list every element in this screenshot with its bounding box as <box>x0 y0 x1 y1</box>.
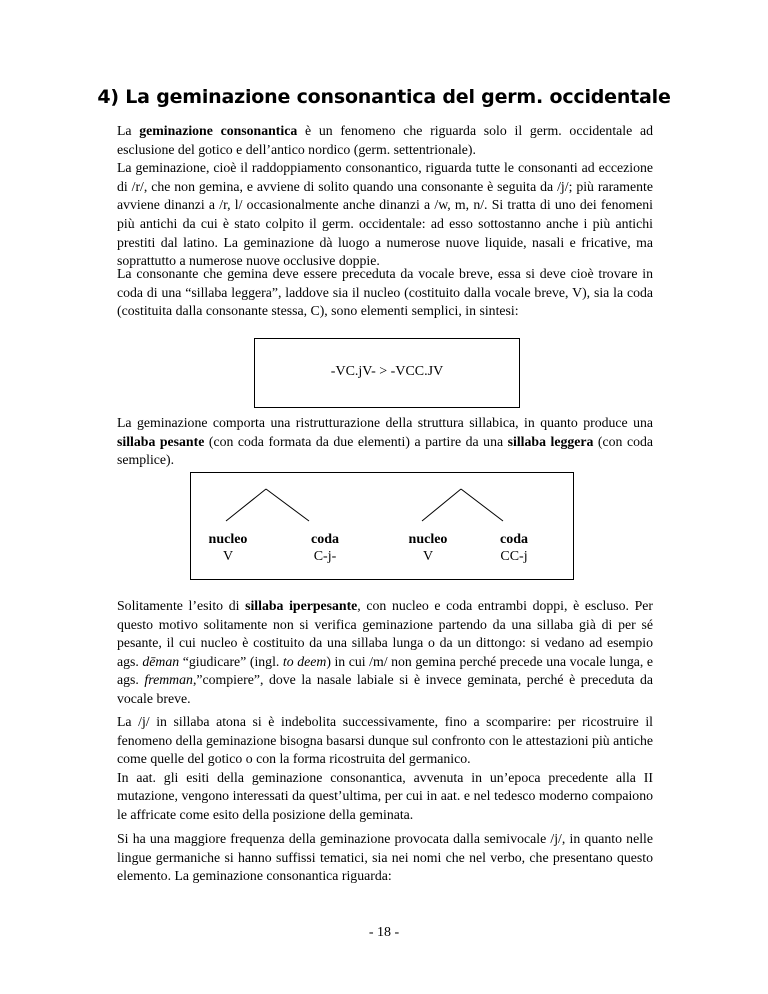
paragraph-1 <box>117 122 653 271</box>
left-nucleo-value: V <box>222 549 234 564</box>
right-nucleo-label: nucleo <box>408 532 448 547</box>
text-run: “giudicare” (ingl. <box>179 653 283 669</box>
bold-term: sillaba pesante <box>117 433 205 449</box>
text-run: La geminazione comporta una ristrutturazione della struttura sillabica, in quanto produce una <box>117 415 653 430</box>
right-coda-node <box>479 531 549 565</box>
right-tree-branch-coda <box>461 489 503 521</box>
paragraph-5 <box>117 713 653 825</box>
left-coda-node <box>290 531 360 565</box>
left-coda-label: coda <box>311 532 339 547</box>
italic-term: fremman <box>144 672 193 688</box>
page-number: - 18 - <box>368 925 400 940</box>
text-run: In aat. gli esiti della geminazione consonantica, avvenuta in un’epoca precedente alla II mutazione, vengono interessati da quest’ultima, per cui in aat. e nel tedesco moderno compaiono le affricate come esito della posizione della geminata. <box>117 769 653 822</box>
text-run: ) in cui /m/ non gemina perché precede una vocale lunga, e ags. <box>117 653 653 688</box>
text-run: (con coda formata da due elementi) a partire da una <box>204 433 508 449</box>
bold-term: sillaba leggera <box>507 433 594 449</box>
paragraph-4 <box>117 597 653 709</box>
paragraph-frequency <box>117 830 653 886</box>
paragraph-restructuring <box>117 414 653 470</box>
formula-box <box>254 338 520 408</box>
left-nucleo-label: nucleo <box>208 532 248 547</box>
right-nucleo-value: V <box>422 549 434 564</box>
text-run: La consonante che gemina deve essere preceduta da vocale breve, essa si deve cioè trovare in coda di una “sillaba leggera”, laddove sia il nucleo (costituito dalla vocale breve, V), sia la coda (costituita dalla consonante stessa, C), sono elementi semplici, in sintesi: <box>117 266 653 319</box>
italic-term: dēman <box>142 653 180 669</box>
bold-term: geminazione consonantica <box>139 123 298 138</box>
text-run: Si ha una maggiore frequenza della geminazione provocata dalla semivocale /j/, in quanto nelle lingue germaniche si hanno suffissi tematici, sia nei nomi che nel verbo, che presentano questo elemento. La geminazione consonantica riguarda: <box>117 831 653 884</box>
right-tree-branch-nucleo <box>422 489 461 521</box>
formula-text: -VC.jV- > -VCC.JV <box>330 364 444 379</box>
text-run: , con nucleo e coda entrambi doppi, è escluso. Per questo motivo solitamente non si verifica geminazione partendo da una sillaba già di per sé pesante, il cui nucleo è costituito da una sillaba lunga o da un dittongo: si vedano ad esempio ags. <box>117 598 653 669</box>
page-title: 4) La geminazione consonantica del germ. occidentale <box>97 86 671 108</box>
right-coda-value: CC-j <box>500 549 528 564</box>
text-run: (con coda semplice). <box>117 433 653 468</box>
paragraph-3 <box>117 414 653 470</box>
paragraph-intro <box>117 122 653 271</box>
right-coda-label: coda <box>500 532 528 547</box>
text-run: è un fenomeno che riguarda solo il germ. occidentale ad esclusione del gotico e dell’antico nordico (germ. settentrionale). <box>117 123 653 157</box>
bold-term: sillaba iperpesante <box>245 598 358 613</box>
text-run: La <box>117 123 140 138</box>
text-run: Solitamente l’esito di <box>117 598 246 613</box>
paragraph-hyperheavy <box>117 597 653 709</box>
left-tree-branch-nucleo <box>226 489 266 521</box>
paragraph-syllable <box>117 265 653 321</box>
text-run: La /j/ in sillaba atona si è indebolita successivamente, fino a scomparire: per ricostruire il fenomeno della geminazione bisogna basarsi dunque sul confronto con le attestazioni più antiche come quelle del gotico o con la forma ricostruita del germanico. <box>117 714 653 767</box>
left-nucleo-node <box>193 531 263 565</box>
paragraph-j-weakening <box>117 713 653 825</box>
right-nucleo-node <box>393 531 463 565</box>
text-run: La geminazione, cioè il raddoppiamento consonantico, riguarda tutte le consonanti ad eccezione di /r/, che non gemina, e avviene di solito quando una consonante è seguita da /j/; più raramente avviene dinanzi a /r, l/ occasionalmente anche dinanzi a /w, m, n/. Si tratta di uno dei fenomeni più antichi da cui è stato colpito il germ. occidentale: ad esso sottostanno anche i più antichi prestiti dal latino. La geminazione dà luogo a numerose nuove liquide, nasali e fricative, ma soprattutto a numerose nuove occlusive doppie. <box>117 160 653 269</box>
left-tree-branch-coda <box>266 489 309 521</box>
syllable-tree-diagram <box>190 472 574 580</box>
italic-term: to deem <box>282 653 327 669</box>
text-run: ,”compiere”, dove la nasale labiale si è invece geminata, perché è preceduta da vocale breve. <box>117 672 653 706</box>
paragraph-6 <box>117 830 653 886</box>
left-coda-value: C-j- <box>313 549 337 564</box>
paragraph-2 <box>117 265 653 321</box>
